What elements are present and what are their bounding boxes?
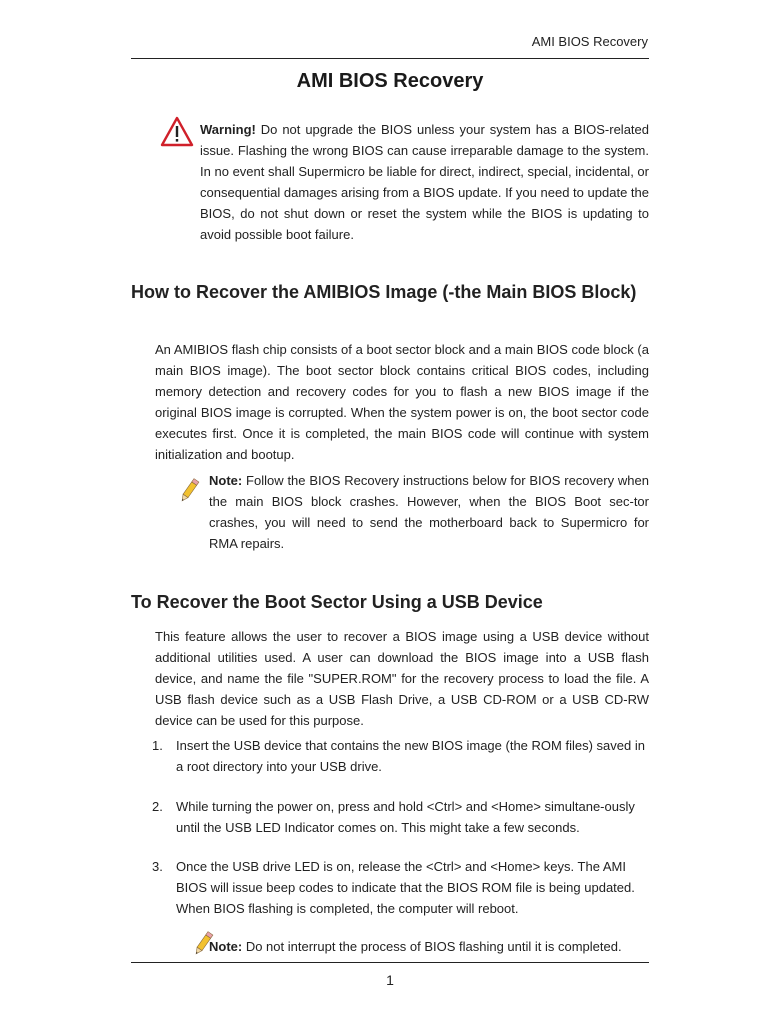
running-header: AMI BIOS Recovery — [531, 34, 648, 49]
note-paragraph — [209, 470, 649, 554]
note-paragraph — [209, 936, 649, 957]
list-item-number: 1. — [152, 738, 163, 753]
list-item-number: 3. — [152, 859, 163, 874]
footer-rule — [131, 962, 649, 963]
list-item-text: Once the USB drive LED is on, release the <Ctrl> and <Home> keys. The AMI BIOS will issue beep codes to indicate that the BIOS ROM file is being updated. When BIOS flashing is completed, the computer will reboot. — [176, 859, 635, 916]
note-text: Follow the BIOS Recovery instructions below for BIOS recovery when the main BIOS block crashes. However, when the BIOS Boot sec-tor crashes, you will need to send the motherboard back to Supermicro for RMA repairs. — [209, 473, 649, 551]
section-heading-usb-recovery: To Recover the Boot Sector Using a USB Device — [131, 592, 543, 612]
section-heading-recover-image: How to Recover the AMIBIOS Image (-the Main BIOS Block) — [131, 282, 637, 302]
note-label: Note: — [209, 473, 243, 488]
pencil-icon — [176, 477, 202, 505]
note-label: Note: — [209, 939, 243, 954]
header-rule — [131, 58, 649, 59]
warning-label: Warning! — [200, 122, 256, 137]
list-item-number: 2. — [152, 799, 163, 814]
warning-triangle-icon — [160, 116, 194, 148]
warning-text: Do not upgrade the BIOS unless your system has a BIOS-related issue. Flashing the wrong BIOS can cause irreparable damage to the system. In no event shall Supermicro be liable for direct, indirect, special, incidental, or consequential damages arising from a BIOS update. If you need to update the BIOS, do not shut down or reset the system while the BIOS is updating to avoid possible boot failure. — [200, 122, 649, 242]
section-body-usb-recovery: This feature allows the user to recover a BIOS image using a USB device without additional utilities used. A user can download the BIOS image into a USB flash device, and name the file "SUPER.ROM" for the recovery process to load the file. A USB flash device such as a USB Flash Drive, a USB CD-ROM or a USB CD-RW device can be used for this purpose. — [155, 629, 649, 728]
list-item-text: While turning the power on, press and hold <Ctrl> and <Home> simultane-ously until the USB LED Indicator comes on. This might take a few seconds. — [176, 799, 635, 835]
list-item-text: Insert the USB device that contains the new BIOS image (the ROM files) saved in a root directory into your USB drive. — [176, 738, 645, 774]
warning-paragraph — [200, 119, 649, 245]
section-body-recover-image: An AMIBIOS flash chip consists of a boot sector block and a main BIOS code block (a main BIOS image). The boot sector block contains critical BIOS codes, including memory detection and recovery codes for you to flash a new BIOS image if the original BIOS image is corrupted. When the system power is on, the boot sector code executes first. Once it is completed, the main BIOS code will continue with system initialization and bootup. — [155, 342, 649, 462]
page-number: 1 — [386, 972, 394, 988]
note-text: Do not interrupt the process of BIOS flashing until it is completed. — [242, 939, 622, 954]
page-title: AMI BIOS Recovery — [296, 70, 484, 92]
